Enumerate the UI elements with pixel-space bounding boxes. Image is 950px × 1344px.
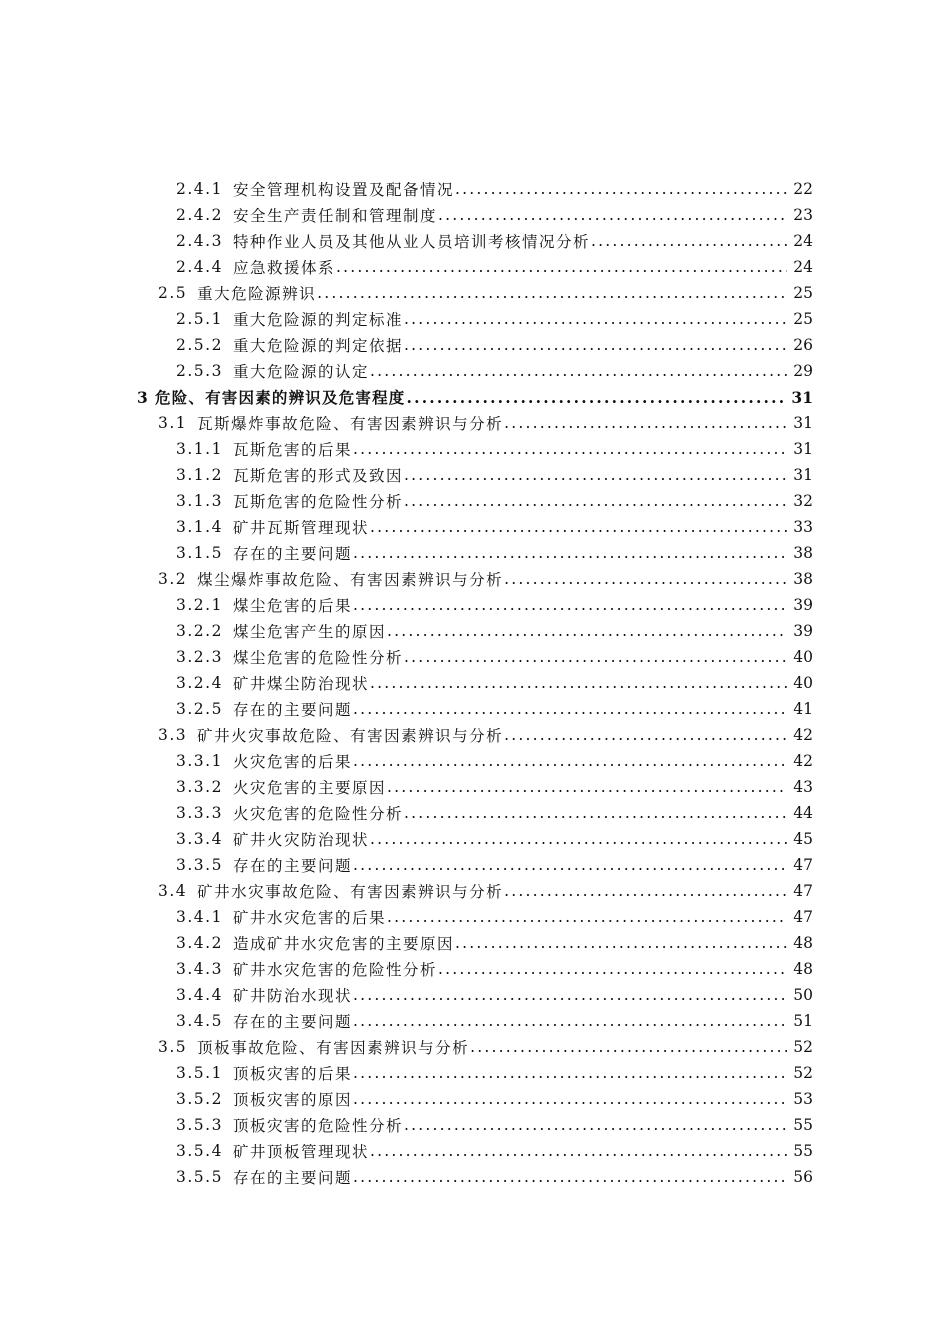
toc-leader-dots [504, 414, 787, 432]
toc-leader-dots [387, 908, 787, 926]
toc-entry-number: 2.4.3 [176, 232, 223, 250]
toc-entry[interactable] [0, 618, 950, 644]
toc-entry-page: 42 [793, 726, 813, 744]
toc-entry-title: 煤尘危害产生的原因 [232, 623, 386, 641]
toc-entry-page: 50 [793, 986, 813, 1004]
toc-entry-title: 矿井火灾事故危险、有害因素辨识与分析 [197, 727, 504, 745]
toc-entry[interactable] [0, 514, 950, 540]
toc-entry-number: 2.4.2 [176, 206, 223, 224]
toc-entry-number: 2.5.3 [176, 362, 223, 380]
toc-entry-page: 40 [793, 674, 813, 692]
toc-leader-dots [370, 830, 787, 848]
toc-entry-number: 3.2 [158, 570, 188, 588]
toc-entry-title: 顶板事故危险、有害因素辨识与分析 [197, 1039, 470, 1057]
toc-leader-dots [591, 232, 787, 250]
toc-entry-page: 47 [793, 882, 813, 900]
toc-entry-page: 31 [791, 387, 813, 407]
toc-entry-number: 3.1.3 [176, 492, 223, 510]
toc-entry[interactable] [0, 826, 950, 852]
toc-entry[interactable] [0, 254, 950, 280]
toc-entry-page: 31 [793, 440, 813, 458]
toc-chapter-entry[interactable] [0, 384, 950, 410]
toc-entry-page: 39 [793, 596, 813, 614]
toc-entry[interactable] [0, 722, 950, 748]
toc-entry-page: 47 [793, 856, 813, 874]
toc-entry-page: 55 [793, 1142, 813, 1160]
toc-entry-title: 重大危险源的判定依据 [232, 337, 403, 355]
toc-entry[interactable] [0, 1060, 950, 1086]
toc-entry-number: 3.4.5 [176, 1012, 223, 1030]
toc-leader-dots [370, 362, 787, 380]
toc-entry-title: 特种作业人员及其他从业人员培训考核情况分析 [232, 233, 590, 251]
toc-entry-page: 38 [793, 544, 813, 562]
toc-entry-title: 矿井瓦斯管理现状 [232, 519, 369, 537]
toc-entry-title: 煤尘危害的危险性分析 [232, 649, 403, 667]
toc-entry[interactable] [0, 774, 950, 800]
toc-leader-dots [404, 336, 787, 354]
toc-leader-dots [438, 960, 787, 978]
toc-entry-number: 3.2.1 [176, 596, 223, 614]
toc-entry-page: 24 [793, 258, 813, 276]
toc-entry-number: 3.3.4 [176, 830, 223, 848]
toc-entry[interactable] [0, 696, 950, 722]
toc-entry-page: 56 [793, 1168, 813, 1186]
toc-entry-number: 2.4.1 [176, 180, 223, 198]
toc-entry-title: 造成矿井水灾危害的主要原因 [232, 935, 454, 953]
toc-leader-dots [404, 310, 787, 328]
toc-leader-dots [317, 284, 787, 302]
toc-entry-number: 3.2.4 [176, 674, 223, 692]
toc-entry[interactable] [0, 358, 950, 384]
toc-entry-title: 顶板灾害的危险性分析 [232, 1117, 403, 1135]
toc-entry[interactable] [0, 644, 950, 670]
toc-entry-page: 39 [793, 622, 813, 640]
toc-entry-number: 2.5.1 [176, 310, 223, 328]
toc-entry[interactable] [0, 566, 950, 592]
toc-entry-page: 48 [793, 934, 813, 952]
toc-entry[interactable] [0, 670, 950, 696]
toc-entry[interactable] [0, 982, 950, 1008]
toc-entry-title: 安全生产责任制和管理制度 [232, 207, 437, 225]
toc-leader-dots [353, 752, 787, 770]
toc-entry-title: 火灾危害的后果 [232, 753, 352, 771]
toc-entry-page: 52 [793, 1038, 813, 1056]
toc-entry-title: 矿井顶板管理现状 [232, 1143, 369, 1161]
toc-leader-dots [455, 180, 787, 198]
toc-entry[interactable] [0, 306, 950, 332]
toc-entry[interactable] [0, 800, 950, 826]
toc-entry-page: 31 [793, 414, 813, 432]
toc-leader-dots [387, 622, 787, 640]
toc-leader-dots [370, 518, 787, 536]
toc-entry-number: 3.3.1 [176, 752, 223, 770]
toc-entry-title: 重大危险源的判定标准 [232, 311, 403, 329]
toc-entry[interactable] [0, 202, 950, 228]
toc-leader-dots [404, 804, 787, 822]
toc-entry-title: 重大危险源的认定 [232, 363, 369, 381]
toc-entry-title: 顶板灾害的后果 [232, 1065, 352, 1083]
toc-entry-title: 火灾危害的主要原因 [232, 779, 386, 797]
toc-entry-title: 瓦斯爆炸事故危险、有害因素辨识与分析 [197, 415, 504, 433]
toc-entry[interactable] [0, 280, 950, 306]
toc-entry-number: 3.2.3 [176, 648, 223, 666]
toc-entry-title: 安全管理机构设置及配备情况 [232, 181, 454, 199]
toc-entry-page: 24 [793, 232, 813, 250]
toc-leader-dots [353, 700, 787, 718]
toc-entry-number: 3.3.3 [176, 804, 223, 822]
toc-entry-title: 矿井火灾防治现状 [232, 831, 369, 849]
toc-entry-page: 25 [793, 284, 813, 302]
toc-entry-number: 3.1.5 [176, 544, 223, 562]
toc-leader-dots [470, 1038, 787, 1056]
toc-entry-number: 2.5.2 [176, 336, 223, 354]
toc-entry[interactable] [0, 228, 950, 254]
toc-entry-page: 45 [793, 830, 813, 848]
toc-entry-number: 3.3.5 [176, 856, 223, 874]
toc-entry[interactable] [0, 1034, 950, 1060]
toc-entry-number: 3.3 [158, 726, 188, 744]
toc-leader-dots [404, 648, 787, 666]
toc-entry-title: 火灾危害的危险性分析 [232, 805, 403, 823]
toc-entry-number: 3.4.4 [176, 986, 223, 1004]
toc-entry[interactable] [0, 176, 950, 202]
toc-entry-title: 瓦斯危害的形式及致因 [232, 467, 403, 485]
toc-leader-dots [407, 388, 787, 407]
toc-entry-number: 3.1 [158, 414, 188, 432]
toc-entry-number: 3.4.1 [176, 908, 223, 926]
toc-entry-page: 47 [793, 908, 813, 926]
toc-entry-title: 存在的主要问题 [232, 1013, 352, 1031]
toc-entry-page: 38 [793, 570, 813, 588]
toc-entry[interactable] [0, 1112, 950, 1138]
toc-entry[interactable] [0, 592, 950, 618]
toc-leader-dots [353, 986, 787, 1004]
toc-leader-dots [370, 1142, 787, 1160]
toc-entry-number: 3.5.5 [176, 1168, 223, 1186]
toc-entry-title: 存在的主要问题 [232, 1169, 352, 1187]
toc-entry[interactable] [0, 852, 950, 878]
toc-entry-title: 矿井水灾危害的危险性分析 [232, 961, 437, 979]
toc-entry-page: 23 [793, 206, 813, 224]
toc-entry[interactable] [0, 878, 950, 904]
toc-entry[interactable] [0, 1008, 950, 1034]
toc-entry-number: 3.5.3 [176, 1116, 223, 1134]
toc-leader-dots [455, 934, 787, 952]
toc-entry-number: 3.1.2 [176, 466, 223, 484]
toc-entry[interactable] [0, 462, 950, 488]
toc-entry-number: 3.5.1 [176, 1064, 223, 1082]
toc-entry-page: 26 [793, 336, 813, 354]
toc-entry-page: 42 [793, 752, 813, 770]
toc-entry-title: 矿井煤尘防治现状 [232, 675, 369, 693]
toc-leader-dots [353, 596, 787, 614]
toc-entry-title: 瓦斯危害的危险性分析 [232, 493, 403, 511]
toc-leader-dots [438, 206, 787, 224]
toc-entry-page: 48 [793, 960, 813, 978]
toc-leader-dots [370, 674, 787, 692]
toc-entry-title: 存在的主要问题 [232, 857, 352, 875]
toc-leader-dots [353, 1012, 787, 1030]
toc-leader-dots [404, 1116, 787, 1134]
toc-entry[interactable] [0, 410, 950, 436]
toc-entry-title: 矿井水灾危害的后果 [232, 909, 386, 927]
toc-entry[interactable] [0, 1086, 950, 1112]
toc-entry-number: 3.1.1 [176, 440, 223, 458]
toc-entry-page: 40 [793, 648, 813, 666]
toc-leader-dots [404, 466, 787, 484]
toc-entry-number: 2.5 [158, 284, 188, 302]
toc-entry-number: 3.2.2 [176, 622, 223, 640]
toc-entry-title: 矿井水灾事故危险、有害因素辨识与分析 [197, 883, 504, 901]
toc-leader-dots [353, 1090, 787, 1108]
toc-leader-dots [353, 1064, 787, 1082]
toc-entry-page: 43 [793, 778, 813, 796]
toc-leader-dots [336, 258, 787, 276]
toc-entry[interactable] [0, 1164, 950, 1190]
toc-entry[interactable] [0, 956, 950, 982]
toc-entry-title: 应急救援体系 [232, 259, 335, 277]
toc-entry-page: 55 [793, 1116, 813, 1134]
toc-entry-title: 煤尘危害的后果 [232, 597, 352, 615]
toc-leader-dots [504, 882, 787, 900]
toc-entry-number: 3.4 [158, 882, 188, 900]
toc-entry[interactable] [0, 904, 950, 930]
toc-entry-number: 3.5.4 [176, 1142, 223, 1160]
toc-leader-dots [353, 856, 787, 874]
toc-entry-title: 重大危险源辨识 [197, 285, 317, 303]
toc-entry[interactable] [0, 748, 950, 774]
toc-entry-title: 瓦斯危害的后果 [232, 441, 352, 459]
toc-entry-number: 3 [137, 387, 149, 407]
toc-entry-title: 危险、有害因素的辨识及危害程度 [155, 388, 406, 407]
toc-entry[interactable] [0, 436, 950, 462]
toc-entry-number: 3.5.2 [176, 1090, 223, 1108]
toc-entry[interactable] [0, 1138, 950, 1164]
toc-entry-page: 31 [793, 466, 813, 484]
toc-leader-dots [353, 1168, 787, 1186]
toc-leader-dots [387, 778, 787, 796]
toc-entry-title: 煤尘爆炸事故危险、有害因素辨识与分析 [197, 571, 504, 589]
table-of-contents [0, 176, 950, 1190]
toc-entry[interactable] [0, 332, 950, 358]
toc-entry-page: 22 [793, 180, 813, 198]
toc-entry-page: 32 [793, 492, 813, 510]
toc-leader-dots [504, 570, 787, 588]
toc-entry-title: 顶板灾害的原因 [232, 1091, 352, 1109]
toc-entry-number: 3.1.4 [176, 518, 223, 536]
toc-entry-page: 44 [793, 804, 813, 822]
toc-leader-dots [504, 726, 787, 744]
toc-entry-page: 33 [793, 518, 813, 536]
toc-entry-number: 3.3.2 [176, 778, 223, 796]
toc-entry-number: 2.4.4 [176, 258, 223, 276]
toc-entry-title: 矿井防治水现状 [232, 987, 352, 1005]
toc-entry[interactable] [0, 930, 950, 956]
toc-entry-number: 3.4.3 [176, 960, 223, 978]
toc-leader-dots [404, 492, 787, 510]
toc-entry-title: 存在的主要问题 [232, 545, 352, 563]
toc-entry-title: 存在的主要问题 [232, 701, 352, 719]
toc-entry-page: 51 [793, 1012, 813, 1030]
toc-entry-number: 3.4.2 [176, 934, 223, 952]
toc-entry-page: 25 [793, 310, 813, 328]
toc-entry-number: 3.5 [158, 1038, 188, 1056]
toc-leader-dots [353, 544, 787, 562]
toc-entry[interactable] [0, 540, 950, 566]
toc-entry[interactable] [0, 488, 950, 514]
toc-entry-number: 3.2.5 [176, 700, 223, 718]
toc-entry-page: 41 [793, 700, 813, 718]
toc-entry-page: 52 [793, 1064, 813, 1082]
toc-entry-page: 29 [793, 362, 813, 380]
toc-entry-page: 53 [793, 1090, 813, 1108]
toc-leader-dots [353, 440, 787, 458]
